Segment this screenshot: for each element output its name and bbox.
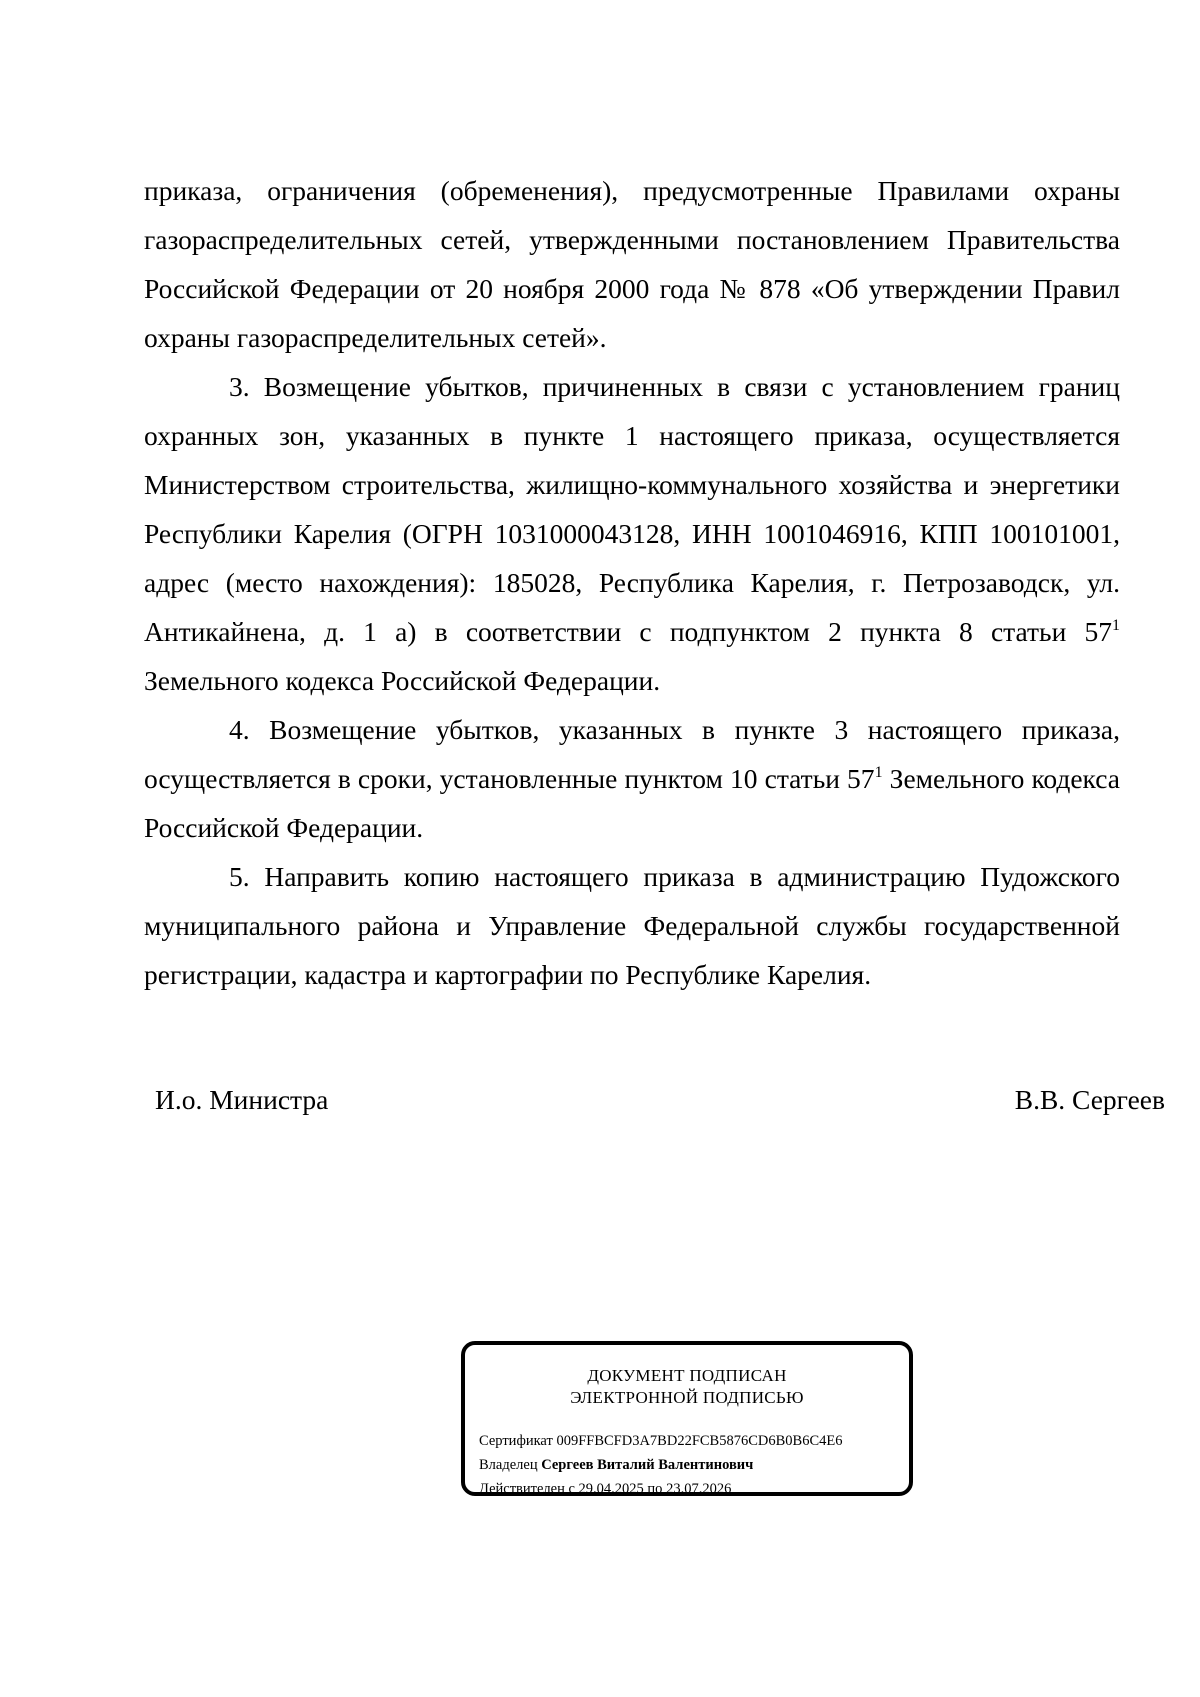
- stamp-certificate: [479, 1431, 843, 1451]
- paragraph-3-tail: Земельного кодекса Российской Федерации.: [144, 665, 661, 696]
- valid-to-label: по: [647, 1481, 663, 1497]
- stamp-title: [465, 1365, 909, 1409]
- stamp-validity: [479, 1479, 731, 1499]
- stamp-owner: [479, 1455, 753, 1475]
- superscript: 1: [874, 764, 883, 781]
- certificate-value: 009FFBCFD3A7BD22FCB5876CD6B0B6C4E6: [556, 1433, 843, 1449]
- owner-value: Сергеев Виталий Валентинович: [541, 1457, 754, 1473]
- signatory-name: В.В. Сергеев: [1014, 1084, 1165, 1115]
- stamp-title-line-2: ЭЛЕКТРОННОЙ ПОДПИСЬЮ: [570, 1388, 804, 1407]
- paragraph-3: [144, 362, 1120, 705]
- paragraph-5: 5. Направить копию настоящего приказа в администрацию Пудожского муниципального района и Управление Федеральной службы государственной регистрации, кадастра и картографии по Республике Карелия.: [144, 861, 1120, 990]
- valid-from-date: 29.04.2025: [578, 1481, 644, 1497]
- paragraph-4-text: 4. Возмещение убытков, указанных в пункте 3 настоящего приказа, осуществляется в сроки, установленные пунктом 10 статьи 57: [144, 714, 1120, 794]
- paragraph-3-text: 3. Возмещение убытков, причиненных в связи с установлением границ охранных зон, указанных в пункте 1 настоящего приказа, осуществляется Министерством строительства, жилищно-коммунального хозяйства и энергетики Республики Карелия (ОГРН 1031000043128, ИНН 1001046916, КПП 100101001, адрес (место нахождения): 185028, Республика Карелия, г. Петрозаводск, ул. Антикайнена, д. 1 а) в соответствии с подпунктом 2 пункта 8 статьи 57: [144, 371, 1120, 647]
- owner-label: Владелец: [479, 1457, 538, 1473]
- paragraph-continuation: приказа, ограничения (обременения), предусмотренные Правилами охраны газораспределительных сетей, утвержденными постановлением Правительства Российской Федерации от 20 ноября 2000 года № 878 «Об утверждении Правил охраны газораспределительных сетей».: [144, 175, 1120, 353]
- signatory-position: И.о. Министра: [155, 1084, 329, 1115]
- valid-to-date: 23.07.2026: [666, 1481, 732, 1497]
- paragraph-4: [144, 705, 1120, 852]
- paragraph-4-tail: Земельного кодекса Российской Федерации.: [144, 763, 1120, 843]
- stamp-title-line-1: ДОКУМЕНТ ПОДПИСАН: [587, 1366, 787, 1385]
- document-body: [144, 166, 1120, 999]
- valid-from-label: Действителен с: [479, 1481, 575, 1497]
- certificate-label: Сертификат: [479, 1433, 553, 1449]
- superscript: 1: [1112, 617, 1120, 634]
- electronic-signature-stamp: [461, 1341, 913, 1496]
